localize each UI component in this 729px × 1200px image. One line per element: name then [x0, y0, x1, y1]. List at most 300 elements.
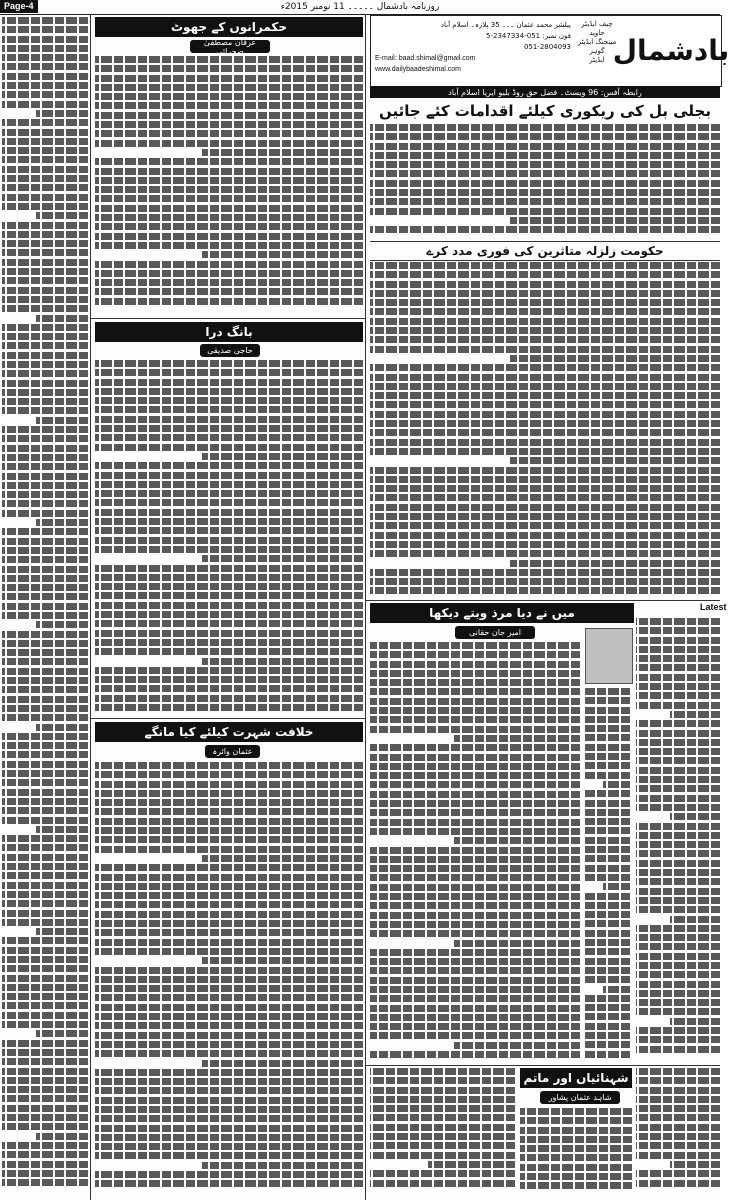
text-line: [36, 826, 88, 833]
column-title: خلافت شہرت کیلئے کیا مانگے: [95, 722, 363, 742]
text-line: [95, 939, 363, 946]
text-line: [95, 406, 363, 413]
text-line: [636, 1114, 720, 1121]
masthead-meta: چیف ایڈیٹر جاوید مینجنگ ایڈیٹر گوہر ایڈیٹر: [577, 20, 617, 64]
text-line: [370, 401, 720, 408]
text-line: [2, 454, 88, 461]
text-line: [370, 281, 720, 288]
text-line: [636, 785, 720, 792]
web-line: www.dailybaadeshimal.com: [375, 66, 461, 73]
text-line: [636, 1008, 720, 1015]
text-line: [585, 855, 630, 862]
text-line: [2, 305, 88, 312]
text-line: [370, 327, 720, 334]
text-line: [95, 1180, 363, 1187]
text-line: [585, 1004, 630, 1011]
text-line: [95, 527, 363, 534]
text-line: [2, 528, 88, 535]
text-line: [636, 804, 720, 811]
text-line: [2, 575, 88, 582]
text-line: [95, 360, 363, 367]
text-line: [2, 398, 88, 405]
text-line: [95, 388, 363, 395]
text-line: [95, 1171, 363, 1178]
editorial-headline: بجلی بل کی ریکوری کیلئے اقدامات کئے جائیں: [379, 102, 711, 120]
text-line: [95, 298, 363, 305]
text-line: [95, 685, 363, 692]
text-line: [585, 762, 630, 769]
column-byline: عثمان وائرہ: [205, 745, 260, 758]
text-line: [636, 943, 720, 950]
text-line: [454, 940, 580, 947]
text-line: [202, 855, 363, 862]
text-line: [370, 1180, 515, 1187]
text-line: [2, 240, 88, 247]
text-line: [370, 346, 720, 353]
text-line: [2, 491, 88, 498]
text-line: [370, 124, 720, 131]
text-line: [2, 1021, 88, 1028]
text-line: [2, 807, 88, 814]
text-line: [2, 1012, 88, 1019]
text-line: [2, 686, 88, 693]
text-line: [95, 808, 363, 815]
column-rule: [365, 15, 366, 1200]
text-line: [636, 1036, 720, 1043]
text-line: [370, 271, 720, 278]
text-line: [2, 277, 88, 284]
text-line: [95, 65, 363, 72]
text-line: [95, 592, 363, 599]
text-line: [2, 668, 88, 675]
text-line: [520, 1154, 632, 1161]
text-line: [95, 827, 363, 834]
text-line: [95, 233, 363, 240]
text-line: [370, 420, 720, 427]
text-line: [370, 374, 720, 381]
text-line: [2, 296, 88, 303]
text-line: [2, 222, 88, 229]
text-line: [370, 494, 720, 501]
text-line: [95, 158, 363, 165]
text-line: [95, 481, 363, 488]
text-line: [370, 800, 580, 807]
text-line: [95, 883, 363, 890]
text-line: [636, 1096, 720, 1103]
text-line: [95, 762, 363, 769]
text-line: [95, 499, 363, 506]
text-line: [95, 379, 363, 386]
text-line: [2, 324, 88, 331]
text-line: [2, 426, 88, 433]
text-line: [636, 702, 720, 709]
column-text: [520, 1108, 632, 1198]
text-line: [2, 696, 88, 703]
column-text: [636, 1068, 720, 1198]
text-line: [2, 742, 88, 749]
text-line: [636, 999, 720, 1006]
text-line: [95, 948, 363, 955]
text-line: [585, 976, 630, 983]
text-line: [636, 1170, 720, 1177]
text-line: [636, 878, 720, 885]
text-line: [670, 813, 720, 820]
text-line: [95, 967, 363, 974]
text-line: [370, 364, 720, 371]
text-line: [2, 1179, 88, 1186]
text-line: [370, 977, 580, 984]
text-line: [370, 1105, 515, 1112]
text-line: [95, 1115, 363, 1122]
text-line: [36, 724, 88, 731]
text-line: [585, 967, 630, 974]
text-line: [428, 1161, 515, 1168]
text-line: [370, 958, 580, 965]
text-line: [370, 308, 720, 315]
text-line: [370, 1114, 515, 1121]
text-line: [370, 392, 720, 399]
text-line: [636, 888, 720, 895]
text-line: [2, 779, 88, 786]
text-line: [2, 872, 88, 879]
text-line: [370, 550, 720, 557]
text-line: [370, 670, 580, 677]
text-line: [370, 189, 720, 196]
text-line: [370, 874, 580, 881]
text-line: [585, 902, 630, 909]
text-line: [636, 823, 720, 830]
text-line: [603, 781, 630, 788]
text-line: [2, 231, 88, 238]
text-line: [636, 897, 720, 904]
text-line: [370, 949, 580, 956]
text-line: [95, 84, 363, 91]
text-line: [370, 299, 720, 306]
text-line: [636, 832, 720, 839]
text-line: [95, 1152, 363, 1159]
text-line: [636, 757, 720, 764]
text-line: [36, 212, 88, 219]
text-line: [2, 249, 88, 256]
column-byline: شاہد عثمان پشاور: [540, 1091, 620, 1104]
text-line: [370, 133, 720, 140]
text-line: [585, 948, 630, 955]
text-line: [2, 1161, 88, 1168]
text-line: [202, 1162, 363, 1169]
text-line: [603, 883, 630, 890]
text-line: [202, 149, 363, 156]
text-line: [95, 490, 363, 497]
top-strip: [0, 0, 720, 15]
text-line: [95, 93, 363, 100]
text-line: [95, 56, 363, 63]
text-line: [2, 17, 88, 24]
text-line: [2, 156, 88, 163]
text-line: [2, 1077, 88, 1084]
text-line: [2, 1095, 88, 1102]
text-line: [370, 198, 720, 205]
text-line: [370, 1170, 515, 1177]
text-line: [202, 555, 363, 562]
text-line: [636, 683, 720, 690]
text-line: [95, 130, 363, 137]
text-line: [2, 603, 88, 610]
text-line: [370, 791, 580, 798]
text-line: [585, 725, 630, 732]
text-line: [95, 630, 363, 637]
text-line: [95, 416, 363, 423]
text-line: [585, 1051, 630, 1058]
text-line: [585, 753, 630, 760]
text-line: [520, 1127, 632, 1134]
text-line: [36, 315, 88, 322]
text-line: [2, 584, 88, 591]
text-line: [2, 705, 88, 712]
text-line: [370, 1124, 515, 1131]
text-line: [2, 714, 88, 721]
text-line: [670, 711, 720, 718]
text-line: [585, 716, 630, 723]
column-title: میں نے دیا مرذ وبتے دیکھا: [370, 603, 634, 623]
text-line: [95, 425, 363, 432]
text-line: [585, 707, 630, 714]
text-line: [2, 817, 88, 824]
text-line: [370, 143, 720, 150]
masthead-contact: [375, 20, 571, 75]
text-line: [2, 937, 88, 944]
text-line: [636, 1046, 720, 1053]
address-line: پبلشر محمد عثمان ۔۔۔ 35 پلازہ۔ اسلام آباد: [440, 21, 571, 29]
text-line: [370, 578, 720, 585]
text-line: [636, 850, 720, 857]
text-line: [585, 846, 630, 853]
text-line: [585, 837, 630, 844]
text-line: [2, 138, 88, 145]
text-line: [2, 82, 88, 89]
text-line: [370, 884, 580, 891]
text-line: [95, 799, 363, 806]
text-line: [510, 217, 720, 224]
text-line: [2, 54, 88, 61]
text-line: [2, 984, 88, 991]
text-line: [370, 522, 720, 529]
text-line: [95, 864, 363, 871]
text-line: [636, 971, 720, 978]
text-line: [636, 860, 720, 867]
text-line: [585, 865, 630, 872]
text-line: [95, 397, 363, 404]
text-line: [2, 1002, 88, 1009]
text-line: [36, 519, 88, 526]
text-line: [370, 290, 720, 297]
text-line: [370, 698, 580, 705]
text-line: [585, 688, 630, 695]
text-line: [95, 270, 363, 277]
text-line: [370, 161, 720, 168]
text-line: [2, 45, 88, 52]
text-line: [636, 776, 720, 783]
text-line: [520, 1108, 632, 1115]
text-line: [2, 631, 88, 638]
text-line: [636, 841, 720, 848]
section-rule: [366, 1065, 720, 1066]
text-line: [370, 336, 720, 343]
text-line: [2, 166, 88, 173]
text-line: [520, 1145, 632, 1152]
text-line: [95, 695, 363, 702]
text-line: [636, 1142, 720, 1149]
text-line: [370, 541, 720, 548]
text-line: [95, 1106, 363, 1113]
text-line: [520, 1117, 632, 1124]
text-line: [95, 639, 363, 646]
section-rule: [91, 718, 365, 719]
text-line: [2, 733, 88, 740]
text-line: [370, 772, 580, 779]
text-line: [370, 448, 720, 455]
text-line: [2, 965, 88, 972]
fax-line: 051-2804093: [523, 43, 571, 51]
text-line: [2, 947, 88, 954]
text-line: [2, 26, 88, 33]
text-line: [2, 184, 88, 191]
text-line: [95, 781, 363, 788]
text-line: [95, 1004, 363, 1011]
text-line: [370, 986, 580, 993]
text-line: [454, 735, 580, 742]
text-line: [2, 73, 88, 80]
text-line: [2, 751, 88, 758]
text-line: [36, 1030, 88, 1037]
text-line: [370, 1032, 580, 1039]
text-line: [2, 1123, 88, 1130]
page-number: Page-4: [0, 0, 38, 13]
text-line: [2, 882, 88, 889]
text-line: [670, 916, 720, 923]
text-line: [636, 1077, 720, 1084]
text-line: [2, 798, 88, 805]
text-line: [585, 1013, 630, 1020]
text-line: [95, 223, 363, 230]
text-line: [2, 538, 88, 545]
text-line: [370, 383, 720, 390]
text-line: [370, 1142, 515, 1149]
text-line: [2, 677, 88, 684]
text-line: [636, 692, 720, 699]
text-line: [36, 621, 88, 628]
text-line: [95, 546, 363, 553]
text-line: [95, 75, 363, 82]
text-line: [95, 704, 363, 711]
text-line: [585, 1023, 630, 1030]
text-line: [510, 560, 720, 567]
text-line: [636, 637, 720, 644]
text-line: [370, 707, 580, 714]
text-line: [2, 194, 88, 201]
text-line: [2, 956, 88, 963]
text-line: [370, 902, 580, 909]
text-line: [95, 1078, 363, 1085]
text-line: [585, 911, 630, 918]
text-line: [370, 262, 720, 269]
text-line: [585, 958, 630, 965]
text-line: [370, 716, 580, 723]
text-line: [2, 649, 88, 656]
text-line: [202, 453, 363, 460]
text-line: [95, 121, 363, 128]
text-line: [95, 205, 363, 212]
text-line: [2, 900, 88, 907]
editorial-subheadline: حکومت زلزلہ متاثرین کی فوری مدد کرے: [370, 241, 720, 261]
text-line: [95, 901, 363, 908]
text-line: [370, 642, 580, 649]
text-line: [636, 981, 720, 988]
text-line: [370, 763, 580, 770]
text-line: [2, 380, 88, 387]
text-line: [95, 112, 363, 119]
text-line: [95, 1143, 363, 1150]
text-line: [95, 1087, 363, 1094]
text-line: [585, 827, 630, 834]
text-line: [95, 1050, 363, 1057]
text-line: [95, 892, 363, 899]
text-line: [95, 790, 363, 797]
text-line: [636, 1068, 720, 1075]
text-line: [370, 661, 580, 668]
text-line: [370, 180, 720, 187]
text-line: [636, 1124, 720, 1131]
text-line: [585, 874, 630, 881]
text-line: [520, 1182, 632, 1189]
text-line: [95, 648, 363, 655]
text-line: [370, 847, 580, 854]
text-line: [2, 91, 88, 98]
text-line: [585, 734, 630, 741]
text-line: [2, 993, 88, 1000]
text-line: [585, 939, 630, 946]
text-line: [95, 929, 363, 936]
text-line: [202, 658, 363, 665]
text-line: [95, 583, 363, 590]
text-line: [95, 846, 363, 853]
text-line: [510, 355, 720, 362]
text-line: [636, 720, 720, 727]
text-line: [585, 800, 630, 807]
text-line: [95, 518, 363, 525]
text-line: [95, 261, 363, 268]
text-line: [95, 444, 363, 451]
text-line: [2, 1142, 88, 1149]
text-line: [370, 1051, 580, 1058]
text-line: [95, 676, 363, 683]
text-line: [95, 611, 363, 618]
column-text: [636, 618, 720, 1062]
text-line: [2, 975, 88, 982]
text-line: [370, 679, 580, 686]
text-line: [2, 147, 88, 154]
text-line: [2, 891, 88, 898]
text-line: [95, 976, 363, 983]
text-line: [2, 482, 88, 489]
text-line: [2, 445, 88, 452]
text-line: [2, 566, 88, 573]
email-line: E-mail: baad.shimal@gmail.com: [375, 55, 476, 62]
text-line: [2, 473, 88, 480]
column-rule: [90, 15, 91, 1200]
text-line: [370, 1077, 515, 1084]
text-line: [636, 1087, 720, 1094]
text-line: [454, 1042, 580, 1049]
